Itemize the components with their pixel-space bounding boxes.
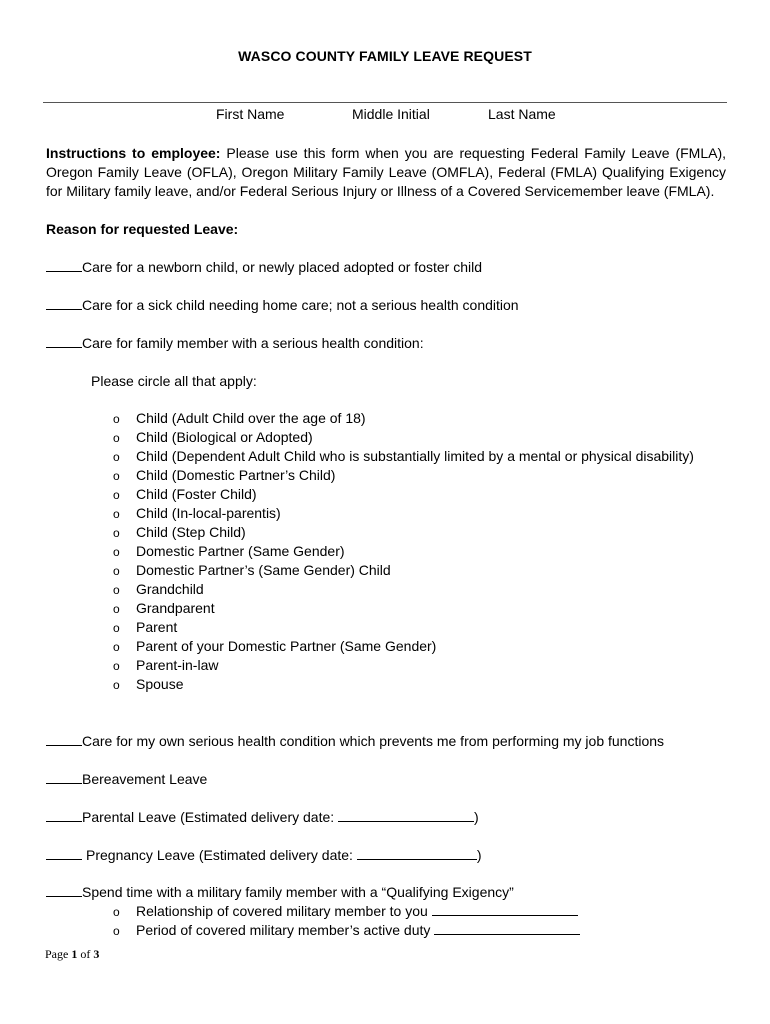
reason-sick-child-row bbox=[46, 297, 519, 313]
circle-bullet-icon: o bbox=[113, 659, 120, 673]
list-item[interactable]: o Parent bbox=[113, 618, 694, 637]
reason-family-member-row bbox=[46, 335, 424, 351]
relationship-field[interactable] bbox=[432, 903, 578, 916]
list-item: o Period of covered military member’s active duty bbox=[113, 921, 580, 940]
circle-bullet-icon: o bbox=[113, 564, 120, 578]
instructions-paragraph bbox=[46, 144, 726, 201]
circle-bullet-icon: o bbox=[113, 924, 120, 938]
circle-bullet-icon: o bbox=[113, 678, 120, 692]
list-item[interactable]: o Grandchild bbox=[113, 580, 694, 599]
circle-all-note: Please circle all that apply: bbox=[91, 373, 257, 389]
list-item[interactable]: o Domestic Partner (Same Gender) bbox=[113, 542, 694, 561]
form-title: WASCO COUNTY FAMILY LEAVE REQUEST bbox=[238, 48, 532, 64]
reason-newborn-row bbox=[46, 259, 482, 275]
instructions-text: Please use this form when you are requesting Federal Family Leave (FMLA), Oregon Family Leave (OFLA), Oregon Military Family Leave (OMFLA), Federal (FMLA) Qualifying Exigency for Military family leave, and/or Federal Serious Injury or Illness of a Covered Servicemember leave (FMLA). bbox=[46, 145, 727, 199]
circle-bullet-icon: o bbox=[113, 602, 120, 616]
circle-bullet-icon: o bbox=[113, 621, 120, 635]
list-item[interactable]: o Spouse bbox=[113, 675, 694, 694]
reason-parental-blank[interactable] bbox=[46, 809, 82, 822]
circle-bullet-icon: o bbox=[113, 545, 120, 559]
family-member-list bbox=[113, 409, 694, 694]
list-item[interactable]: o Parent-in-law bbox=[113, 656, 694, 675]
list-item[interactable]: o Grandparent bbox=[113, 599, 694, 618]
reason-own-health-row bbox=[46, 733, 664, 749]
reason-military-blank[interactable] bbox=[46, 884, 82, 897]
list-item[interactable]: o Child (Foster Child) bbox=[113, 485, 694, 504]
pregnancy-date-field[interactable] bbox=[357, 847, 477, 860]
reason-pregnancy-row: Pregnancy Leave (Estimated delivery date: ) bbox=[46, 847, 481, 863]
military-details-list bbox=[113, 902, 580, 940]
reason-sick-child-blank[interactable] bbox=[46, 297, 82, 310]
reason-bereavement-blank[interactable] bbox=[46, 771, 82, 784]
reason-newborn-label: Care for a newborn child, or newly placed adopted or foster child bbox=[82, 259, 482, 275]
reason-military-label: Spend time with a military family member with a “Qualifying Exigency” bbox=[82, 884, 514, 900]
list-item[interactable]: o Child (Step Child) bbox=[113, 523, 694, 542]
reason-parental-row: Parental Leave (Estimated delivery date: ) bbox=[46, 809, 479, 825]
circle-bullet-icon: o bbox=[113, 526, 120, 540]
reason-bereavement-label: Bereavement Leave bbox=[82, 771, 208, 787]
circle-bullet-icon: o bbox=[113, 583, 120, 597]
list-item[interactable]: o Child (Dependent Adult Child who is substantially limited by a mental or physical disability) bbox=[113, 447, 694, 466]
reason-parental-label: Parental Leave (Estimated delivery date: bbox=[82, 809, 339, 825]
circle-bullet-icon: o bbox=[113, 469, 120, 483]
reason-newborn-blank[interactable] bbox=[46, 259, 82, 272]
circle-bullet-icon: o bbox=[113, 507, 120, 521]
circle-bullet-icon: o bbox=[113, 412, 120, 426]
list-item[interactable]: o Parent of your Domestic Partner (Same Gender) bbox=[113, 637, 694, 656]
circle-bullet-icon: o bbox=[113, 640, 120, 654]
list-item[interactable]: o Child (Adult Child over the age of 18) bbox=[113, 409, 694, 428]
last-name-label: Last Name bbox=[488, 106, 556, 122]
active-duty-period-field[interactable] bbox=[434, 922, 580, 935]
instructions-label: Instructions to employee: bbox=[46, 145, 221, 161]
parental-date-field[interactable] bbox=[338, 809, 474, 822]
middle-initial-label: Middle Initial bbox=[352, 106, 430, 122]
list-item[interactable]: o Child (Biological or Adopted) bbox=[113, 428, 694, 447]
list-item[interactable]: o Child (In-local-parentis) bbox=[113, 504, 694, 523]
reason-pregnancy-blank[interactable] bbox=[46, 847, 82, 860]
first-name-label: First Name bbox=[216, 106, 285, 122]
list-item[interactable]: o Child (Domestic Partner’s Child) bbox=[113, 466, 694, 485]
reason-own-health-label: Care for my own serious health condition which prevents me from performing my job functions bbox=[82, 733, 665, 749]
reason-own-health-blank[interactable] bbox=[46, 733, 82, 746]
list-item[interactable]: o Domestic Partner’s (Same Gender) Child bbox=[113, 561, 694, 580]
circle-bullet-icon: o bbox=[113, 488, 120, 502]
list-item: o Relationship of covered military member to you bbox=[113, 902, 580, 921]
reason-bereavement-row bbox=[46, 771, 207, 787]
page-number-footer: Page 1 of 3 bbox=[45, 947, 100, 961]
reason-heading: Reason for requested Leave: bbox=[46, 221, 239, 237]
name-entry-line[interactable] bbox=[43, 102, 727, 103]
reason-family-member-label: Care for family member with a serious health condition: bbox=[82, 335, 424, 351]
reason-military-row bbox=[46, 884, 514, 900]
reason-pregnancy-label: Pregnancy Leave (Estimated delivery date: bbox=[86, 847, 357, 863]
circle-bullet-icon: o bbox=[113, 450, 120, 464]
reason-sick-child-label: Care for a sick child needing home care; not a serious health condition bbox=[82, 297, 519, 313]
reason-family-member-blank[interactable] bbox=[46, 335, 82, 348]
circle-bullet-icon: o bbox=[113, 905, 120, 919]
circle-bullet-icon: o bbox=[113, 431, 120, 445]
